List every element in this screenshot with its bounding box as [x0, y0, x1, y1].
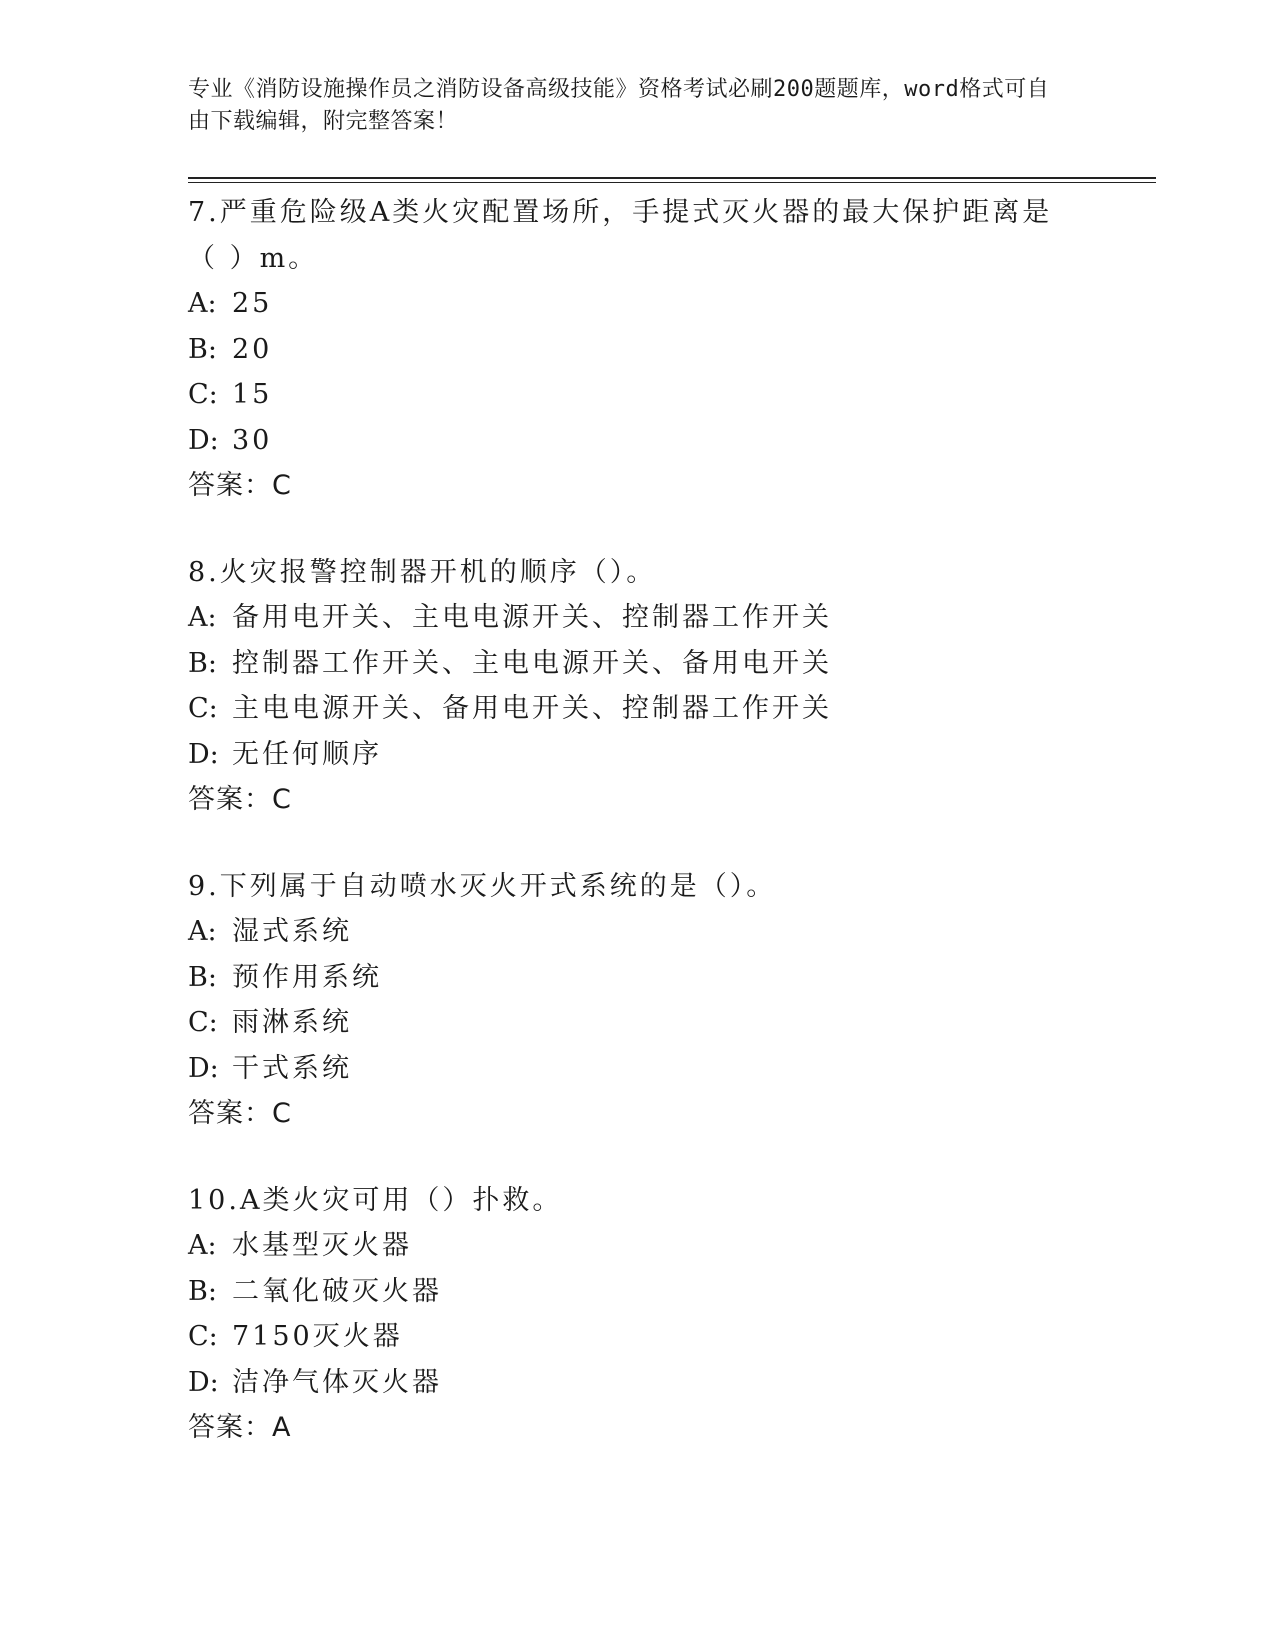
header-text: 专业《消防设施操作员之消防设备高级技能》资格考试必刷200题题库，word格式可自由下载编辑，附完整答案！ [188, 77, 1050, 134]
option-letter: C: [188, 1321, 218, 1352]
question-item [188, 190, 1068, 509]
header-divider [188, 177, 1156, 183]
option-letter: D: [188, 1052, 219, 1084]
option-a [188, 281, 1068, 327]
option-letter: C: [188, 1007, 218, 1038]
option-a [188, 1223, 1068, 1269]
option-d [188, 1046, 1068, 1092]
option-letter: B: [188, 647, 217, 679]
question-stem: 9.下列属于自动喷水灭火开式系统的是（）。 [188, 870, 777, 902]
option-text: 30 [232, 424, 273, 456]
option-text: 洁净气体灭火器 [232, 1366, 442, 1398]
question-stem: 7.严重危险级A类火灾配置场所，手提式灭火器的最大保护距离是（ ）m。 [188, 197, 1053, 274]
option-c [188, 686, 1068, 732]
option-d [188, 732, 1068, 778]
option-c [188, 372, 1068, 418]
option-a [188, 595, 1068, 641]
option-b [188, 327, 1068, 373]
option-text: 湿式系统 [232, 916, 352, 947]
option-letter: B: [188, 1275, 217, 1307]
option-text: 主电电源开关、备用电开关、控制器工作开关 [232, 693, 832, 724]
question-stem: 8.火灾报警控制器开机的顺序（）。 [188, 556, 657, 588]
answer-line: 答案：C [188, 470, 292, 501]
option-letter: B: [188, 333, 217, 365]
option-letter: A: [188, 1230, 217, 1261]
option-letter: B: [188, 961, 217, 993]
option-d [188, 418, 1068, 464]
option-letter: A: [188, 602, 217, 633]
question-stem: 10.A类火灾可用（）扑救。 [188, 1184, 563, 1216]
option-text: 控制器工作开关、主电电源开关、备用电开关 [232, 647, 832, 679]
option-letter: D: [188, 738, 219, 770]
option-letter: C: [188, 693, 218, 724]
option-text: 备用电开关、主电电源开关、控制器工作开关 [232, 602, 832, 633]
answer-line: 答案：C [188, 1098, 292, 1129]
option-b [188, 641, 1068, 687]
option-c [188, 1314, 1068, 1360]
option-text: 20 [232, 333, 273, 365]
question-item [188, 550, 1068, 823]
option-text: 25 [232, 288, 273, 319]
question-list [188, 190, 1068, 1492]
answer-line: 答案：A [188, 1412, 292, 1443]
option-b [188, 1269, 1068, 1315]
question-item [188, 864, 1068, 1137]
option-text: 干式系统 [232, 1052, 352, 1084]
option-text: 无任何顺序 [232, 738, 382, 770]
option-letter: A: [188, 288, 217, 319]
option-letter: D: [188, 1366, 219, 1398]
option-c [188, 1000, 1068, 1046]
option-text: 预作用系统 [232, 961, 382, 993]
option-text: 雨淋系统 [232, 1007, 352, 1038]
question-item [188, 1178, 1068, 1451]
document-header [188, 74, 1068, 138]
option-a [188, 909, 1068, 955]
option-text: 水基型灭火器 [232, 1230, 412, 1261]
option-d [188, 1360, 1068, 1406]
option-letter: D: [188, 424, 219, 456]
option-letter: A: [188, 916, 217, 947]
option-letter: C: [188, 379, 218, 410]
option-b [188, 955, 1068, 1001]
option-text: 15 [232, 379, 273, 410]
option-text: 7150灭火器 [232, 1321, 403, 1352]
option-text: 二氧化破灭火器 [232, 1275, 442, 1307]
answer-line: 答案：C [188, 784, 292, 815]
